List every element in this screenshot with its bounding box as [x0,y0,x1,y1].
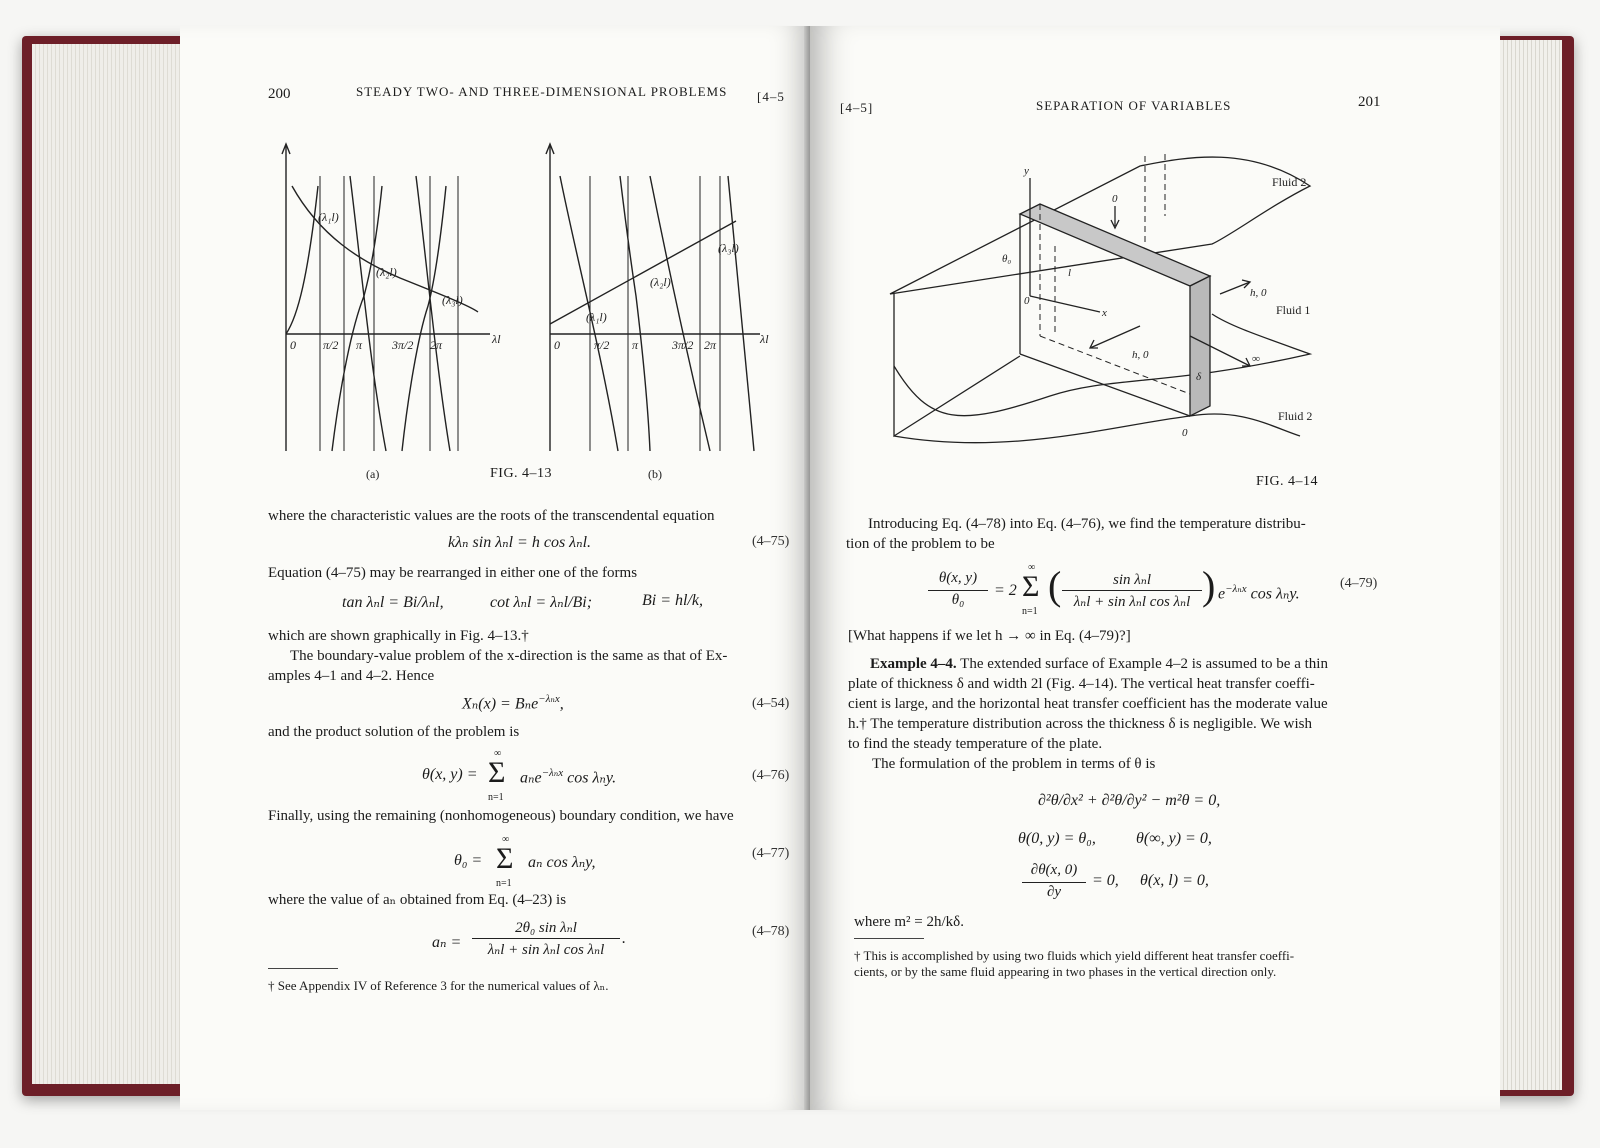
paragraph: Finally, using the remaining (nonhomogeneous) boundary condition, we have [268,808,734,824]
tick-a-pi2: π/2 [323,338,339,352]
running-head: SEPARATION OF VARIABLES [1036,98,1232,113]
label-a-l3: (λ₃l) [442,293,463,307]
fraction-bar [472,938,620,939]
equation-4-54: Xₙ(x) = Bₙe$^{-\lambda_nx}$, [462,693,564,713]
tick-b-3pi2: 3π/2 [672,338,694,352]
curve-a-tan3 [402,186,446,451]
right-page [810,26,1500,1110]
fraction-bar [928,590,988,591]
fraction-denominator: λₙl + sin λₙl cos λₙl [1073,594,1191,610]
footnote-rule [854,938,924,939]
fraction-numerator: 2θ₀ sin λₙl [515,920,577,936]
curve-b-cot3 [728,176,754,451]
equation-4-77-lhs: θ₀ = [454,852,483,869]
tick-b-pi: π [632,338,639,352]
paragraph: which are shown graphically in Fig. 4–13.† [268,628,529,644]
equation-form-b: cot λₙl = λₙl/Bi; [490,594,593,611]
equation-form-a: tan λₙl = Bi/λₙl, [342,594,444,611]
sum-top: ∞ [1028,562,1036,573]
label-y: y [1024,165,1029,177]
formulation-3a: = 0, [1092,872,1119,889]
paragraph: The formulation of the problem in terms of θ is [872,756,1156,772]
equation-end: . [622,930,626,947]
fraction-bar [1062,590,1202,591]
label-b-l3: (λ₃l) [718,241,739,255]
tick-a-2pi: 2π [430,338,443,352]
equation-4-79-rhs: $e^{-\lambda_nx}$ cos λₙy. [1218,583,1300,603]
section-tag: [4–5 [757,89,785,104]
label-l: l [1068,267,1072,279]
paragraph: The boundary-value problem of the x-direction is the same as that of Ex- [290,648,728,664]
paragraph: amples 4–1 and 4–2. Hence [268,668,435,684]
label-fluid1: Fluid 1 [1276,303,1311,317]
equation-4-76-lhs: θ(x, y) = [422,766,478,783]
label-h0-b: h, 0 [1132,349,1149,361]
label-delta: δ [1196,371,1202,383]
figure-4-14 [810,126,1500,486]
figure-4-13 [180,106,810,486]
formulation-3b: θ(x, l) = 0, [1140,872,1209,889]
sum-bottom: n=1 [496,878,512,889]
curve-b-tan1 [620,176,650,451]
fraction-denominator: θ₀ [951,592,965,608]
tick-a-0: 0 [290,338,296,352]
fraction-denominator: ∂y [1046,884,1062,900]
footnote-rule [268,968,338,969]
formulation-1: ∂²θ/∂x² + ∂²θ/∂y² − m²θ = 0, [1038,792,1221,809]
left-page [180,26,810,1110]
paragraph: tion of the problem to be [846,536,995,552]
curve-a-tan1 [286,186,318,334]
equation-4-77-rhs: aₙ cos λₙy, [528,854,596,871]
paragraph: and the product solution of the problem is [268,724,520,740]
tick-a-3pi2: 3π/2 [392,338,414,352]
paragraph: plate of thickness δ and width 2l (Fig. 4–14). The vertical heat transfer coeffi- [848,676,1315,692]
running-head: STEADY TWO- AND THREE-DIMENSIONAL PROBLEMS [356,84,728,99]
sum-bottom: n=1 [488,792,504,803]
label-b-l2: (λ₂l) [650,275,671,289]
equation-number: (4–79) [1340,576,1378,591]
curve-a-cot1 [350,176,386,451]
label-a-l1: (λ₁l) [318,210,339,224]
tick-b-axis: λl [760,332,769,346]
paragraph: Example 4–4. The extended surface of Example 4–2 is assumed to be a thin [870,656,1328,672]
sum-top: ∞ [502,834,510,845]
fraction-bar [1022,882,1086,883]
paragraph: cient is large, and the horizontal heat transfer coefficient has the moderate value [848,696,1328,712]
equation-number: (4–78) [752,924,790,939]
equation-4-76-rhs: aₙe$^{-\lambda_nx}$ cos λₙy. [520,767,617,787]
tick-b-pi2: π/2 [594,338,610,352]
label-b-l1: (λ₁l) [586,310,607,324]
label-zero-bottom: 0 [1182,427,1188,439]
example-label: Example 4–4. [870,656,957,672]
fraction-numerator: ∂θ(x, 0) [1030,862,1078,878]
paragraph: where m² = 2h/kδ. [854,914,965,930]
label-x: x [1102,307,1107,319]
formulation-2b: θ(∞, y) = 0, [1136,830,1212,847]
footnote: † See Appendix IV of Reference 3 for the numerical values of λₙ. [268,978,609,993]
label-fluid2-top: Fluid 2 [1272,175,1307,189]
footnote: cients, or by the same fluid appearing in two phases in the vertical direction only. [854,964,1277,979]
label-sub-b: (b) [648,467,662,481]
fluid-surface-top [890,157,1310,294]
paragraph: h.† The temperature distribution across the thickness δ is negligible. We wish [848,716,1312,732]
paragraph: Introducing Eq. (4–78) into Eq. (4–76), we find the temperature distribu- [868,516,1306,532]
tick-a-axis: λl [492,332,501,346]
sum-sign: Σ [488,756,506,789]
page-number: 200 [268,86,291,102]
label-fluid2-bottom: Fluid 2 [1278,409,1313,423]
figure-caption: FIG. 4–13 [490,466,553,481]
equation-4-79-mid: = 2 [994,582,1017,599]
paragraph: where the value of aₙ obtained from Eq. (4–23) is [268,892,567,908]
paragraph: where the characteristic values are the roots of the transcendental equation [268,508,715,524]
paragraph: [What happens if we let h → ∞ in Eq. (4–79)?] [848,628,1131,644]
sum-sign: Σ [1022,570,1040,603]
equation-number: (4–76) [752,768,790,783]
label-sub-a: (a) [366,467,380,481]
tick-b-0: 0 [554,338,560,352]
paragraph: Equation (4–75) may be rearranged in either one of the forms [268,565,638,581]
label-infinity: ∞ [1252,353,1260,365]
curve-a-cot2 [416,176,450,451]
sum-top: ∞ [494,748,502,759]
fraction-numerator: θ(x, y) [938,570,978,586]
label-origin: 0 [1024,295,1030,307]
page-number: 201 [1358,94,1381,110]
label-theta0: θ₀ [1002,253,1012,265]
tick-b-2pi: 2π [704,338,717,352]
page-edges-left [32,44,182,1084]
paragraph: to find the steady temperature of the plate. [848,736,1103,752]
figure-caption: FIG. 4–14 [1256,474,1319,489]
formulation-2a: θ(0, y) = θ₀, [1018,830,1096,847]
equation-number: (4–54) [752,696,790,711]
equation-4-78-lhs: aₙ = [432,934,462,951]
equation-4-75: kλₙ sin λₙl = h cos λₙl. [448,534,592,551]
curve-b-cot2 [650,176,710,451]
paren-open: ( [1048,563,1062,608]
equation-number: (4–77) [752,846,790,861]
footnote: † This is accomplished by using two fluids which yield different heat transfer coeffi- [854,948,1295,963]
sum-sign: Σ [496,842,514,875]
equation-number: (4–75) [752,534,790,549]
line-b-bi [550,221,736,324]
label-zero-top: 0 [1112,193,1118,205]
equation-form-c: Bi = hl/k, [642,592,704,609]
fraction-numerator: sin λₙl [1113,572,1151,588]
page-edges-right [1500,40,1562,1090]
tick-a-pi: π [356,338,363,352]
label-h0-a: h, 0 [1250,287,1267,299]
sum-bottom: n=1 [1022,606,1038,617]
fraction-denominator: λₙl + sin λₙl cos λₙl [487,942,605,958]
label-a-l2: (λ₂l) [376,265,397,279]
paren-close: ) [1202,563,1216,608]
section-tag: [4–5] [840,100,874,115]
